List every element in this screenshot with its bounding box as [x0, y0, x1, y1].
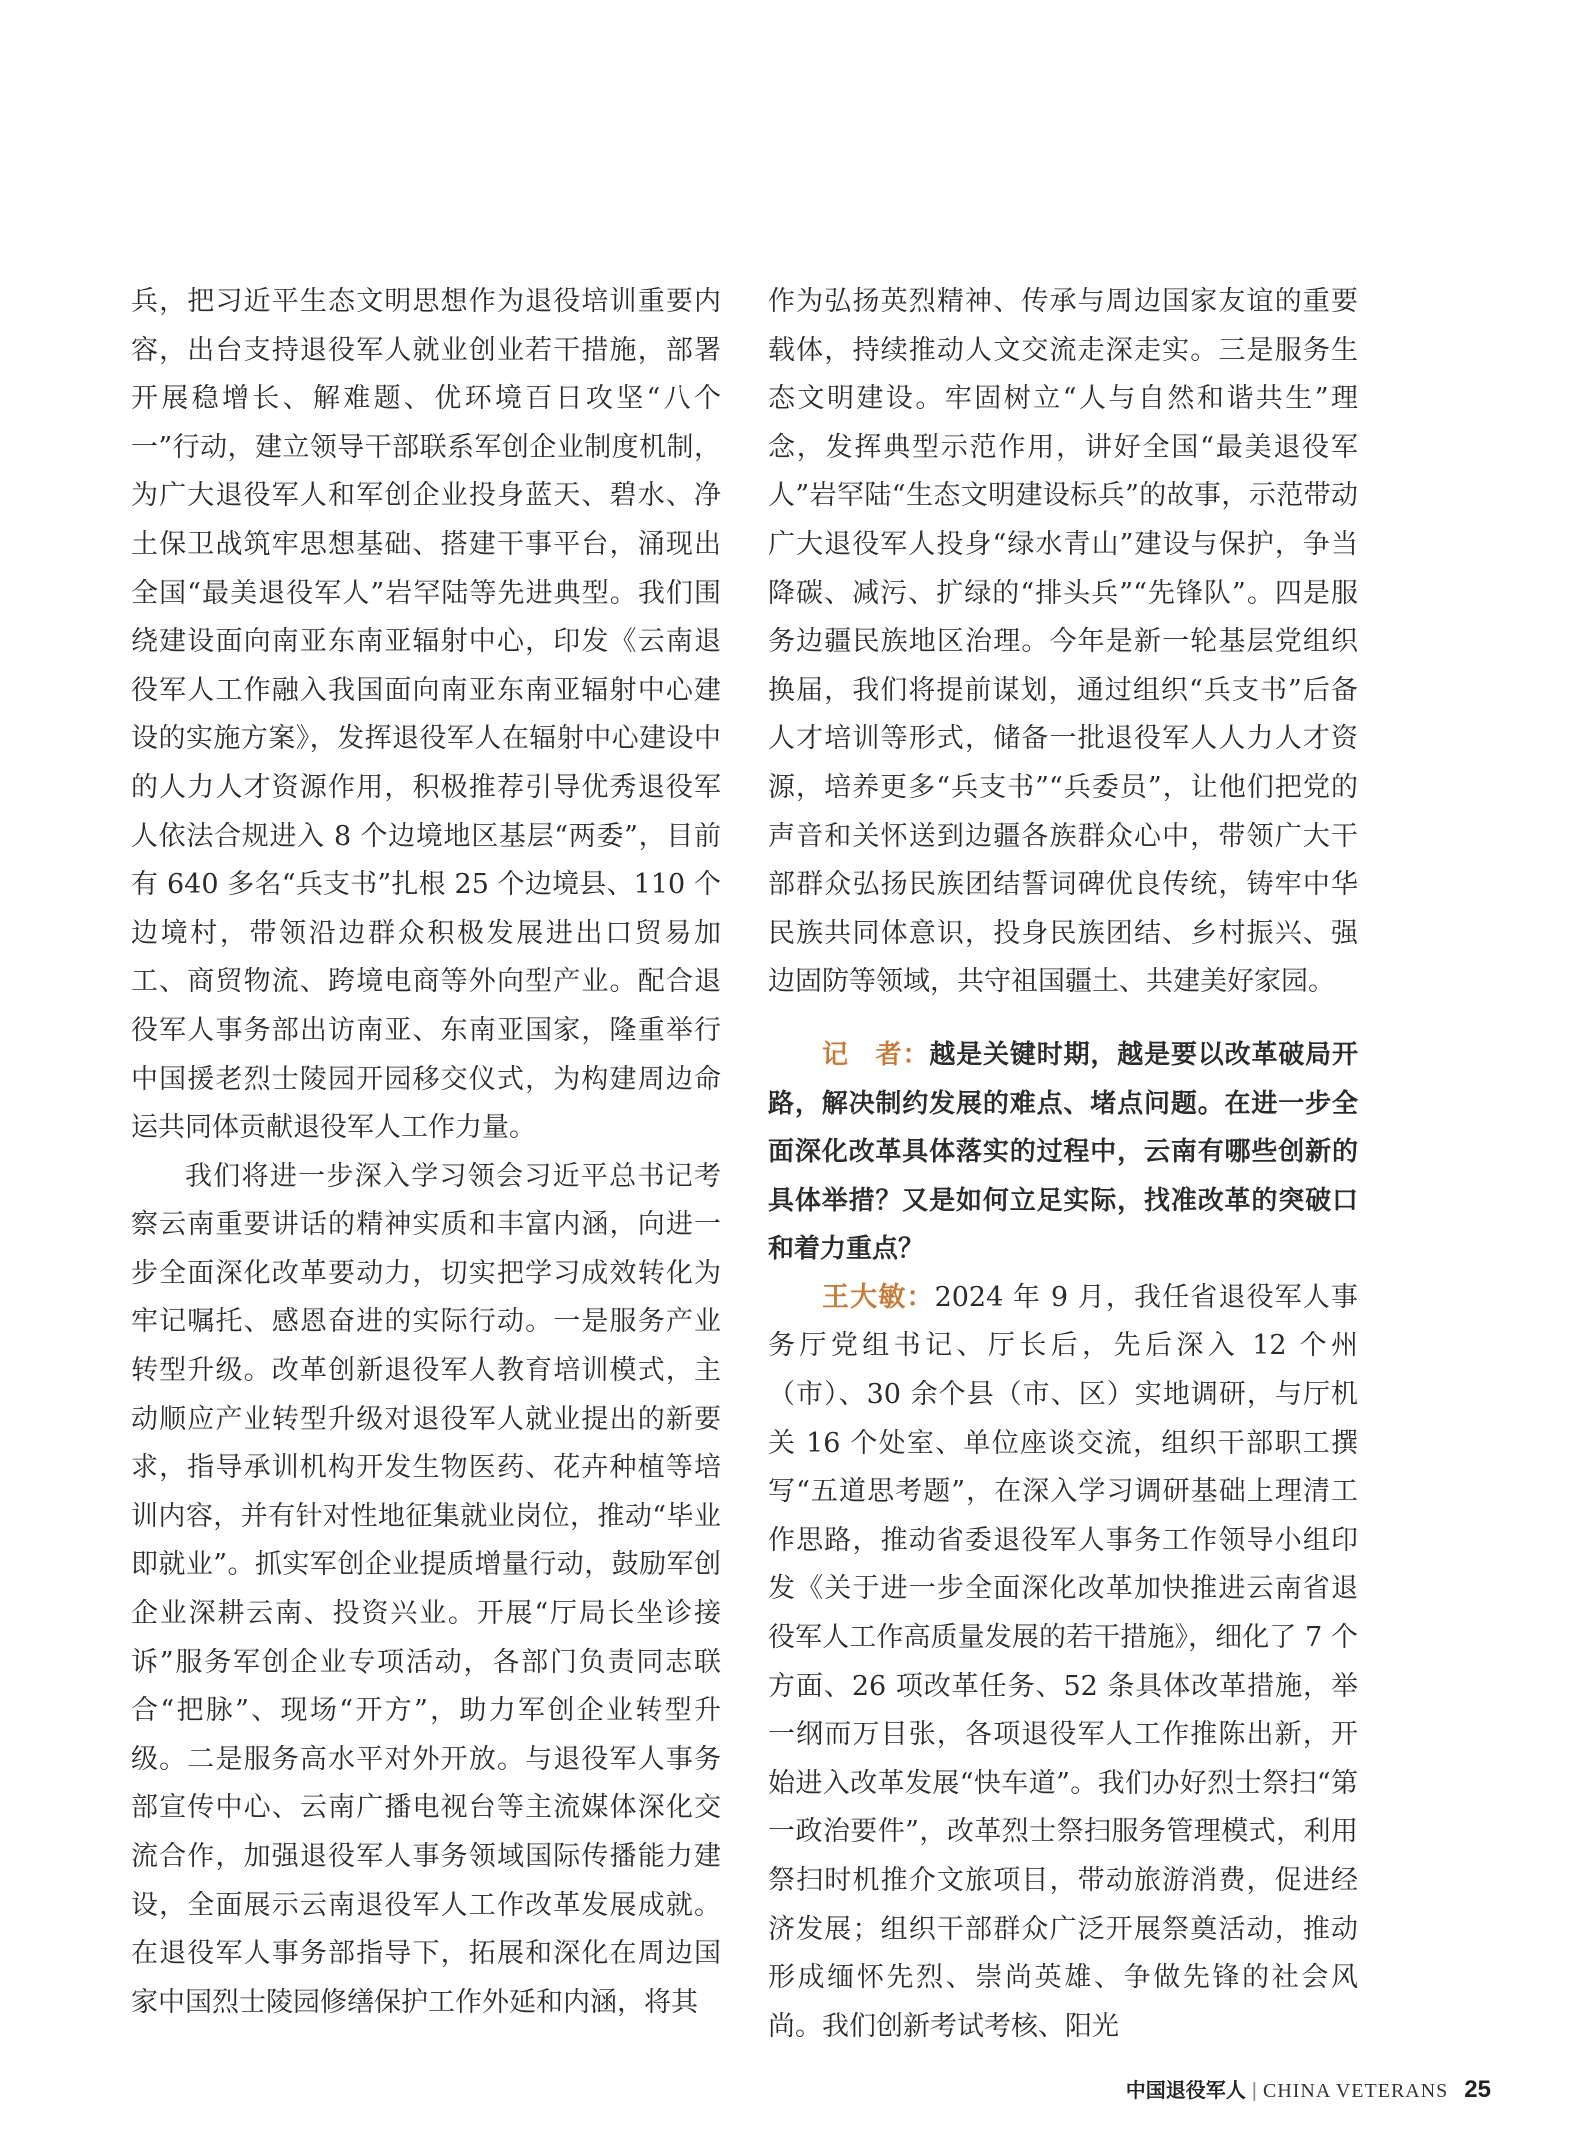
- right-column: [768, 278, 1358, 2051]
- interviewer-label: 记 者：: [822, 1039, 930, 1070]
- body-paragraph: 兵，把习近平生态文明思想作为退役培训重要内容，出台支持退役军人就业创业若干措施，部署开展稳增长、解难题、优环境百日攻坚“八个一”行动，建立领导干部联系军创企业制度机制，为广大退役军人和军创企业投身蓝天、碧水、净土保卫战筑牢思想基础、搭建干事平台，涌现出全国“最美退役军人”岩罕陆等先进典型。我们围绕建设面向南亚东南亚辐射中心，印发《云南退役军人工作融入我国面向南亚东南亚辐射中心建设的实施方案》，发挥退役军人在辐射中心建设中的人力人才资源作用，积极推荐引导优秀退役军人依法合规进入 8 个边境地区基层“两委”，目前有 640 多名“兵支书”扎根 25 个边境县、110 个边境村，带领沿边群众积极发展进出口贸易加工、商贸物流、跨境电商等外向型产业。配合退役军人事务部出访南亚、东南亚国家，隆重举行中国援老烈士陵园开园移交仪式，为构建周边命运共同体贡献退役军人工作力量。: [131, 286, 721, 1144]
- interviewee-label: 王大敏：: [822, 1281, 935, 1313]
- answer-text: 2024 年 9 月，我任省退役军人事务厅党组书记、厅长后，先后深入 12 个州（市）、30 余个县（市、区）实地调研，与厅机关 16 个处室、单位座谈交流，组织干部职工撰写“五道思考题”，在深入学习调研基础上理清工作思路，推动省委退役军人事务工作领导小组印发《关于进一步全面深化改革加快推进云南省退役军人工作高质量发展的若干措施》，细化了 7 个方面、26 项改革任务、52 条具体改革措施，举一纲而万目张，各项退役军人工作推陈出新，开始进入改革发展“快车道”。我们办好烈士祭扫“第一政治要件”，改革烈士祭扫服务管理模式，利用祭扫时机推介文旅项目，带动旅游消费，促进经济发展；组织干部群众广泛开展祭奠活动，推动形成缅怀先烈、崇尚英雄、争做先锋的社会风尚。我们创新考试考核、阳光: [768, 1281, 1359, 2042]
- question-text: 越是关键时期，越是要以改革破局开路，解决制约发展的难点、堵点问题。在进一步全面深化改革具体落实的过程中，云南有哪些创新的具体举措？又是如何立足实际，找准改革的突破口和着力重点？: [768, 1039, 1358, 1265]
- interviewee-answer: [768, 1274, 1358, 2052]
- footer-separator: |: [1251, 2080, 1257, 2102]
- page-footer: [1126, 2074, 1491, 2104]
- page-number: 25: [1464, 2076, 1491, 2103]
- magazine-name-cn: 中国退役军人: [1125, 2080, 1246, 2102]
- interviewer-question: [768, 1031, 1358, 1274]
- magazine-name-en: CHINA VETERANS: [1262, 2080, 1449, 2102]
- body-paragraph: 我们将进一步深入学习领会习近平总书记考察云南重要讲话的精神实质和丰富内涵，向进一步全面深化改革要动力，切实把学习成效转化为牢记嘱托、感恩奋进的实际行动。一是服务产业转型升级。改革创新退役军人教育培训模式，主动顺应产业转型升级对退役军人就业提出的新要求，指导承训机构开发生物医药、花卉种植等培训内容，并有针对性地征集就业岗位，推动“毕业即就业”。抓实军创企业提质增量行动，鼓励军创企业深耕云南、投资兴业。开展“厅局长坐诊接诉”服务军创企业专项活动，各部门负责同志联合“把脉”、现场“开方”，助力军创企业转型升级。二是服务高水平对外开放。与退役军人事务部宣传中心、云南广播电视台等主流媒体深化交流合作，加强退役军人事务领域国际传播能力建设，全面展示云南退役军人工作改革发展成就。在退役军人事务部指导下，拓展和深化在周边国家中国烈士陵园修缮保护工作外延和内涵，将其: [131, 1160, 721, 2018]
- left-column: [131, 278, 721, 2027]
- body-paragraph: 作为弘扬英烈精神、传承与周边国家友谊的重要载体，持续推动人文交流走深走实。三是服务生态文明建设。牢固树立“人与自然和谐共生”理念，发挥典型示范作用，讲好全国“最美退役军人”岩罕陆“生态文明建设标兵”的故事，示范带动广大退役军人投身“绿水青山”建设与保护，争当降碳、减污、扩绿的“排头兵”“先锋队”。四是服务边疆民族地区治理。今年是新一轮基层党组织换届，我们将提前谋划，通过组织“兵支书”后备人才培训等形式，储备一批退役军人人力人才资源，培养更多“兵支书”“兵委员”，让他们把党的声音和关怀送到边疆各族群众心中，带领广大干部群众弘扬民族团结誓词碑优良传统，铸牢中华民族共同体意识，投身民族团结、乡村振兴、强边固防等领域，共守祖国疆土、共建美好家园。: [768, 286, 1358, 998]
